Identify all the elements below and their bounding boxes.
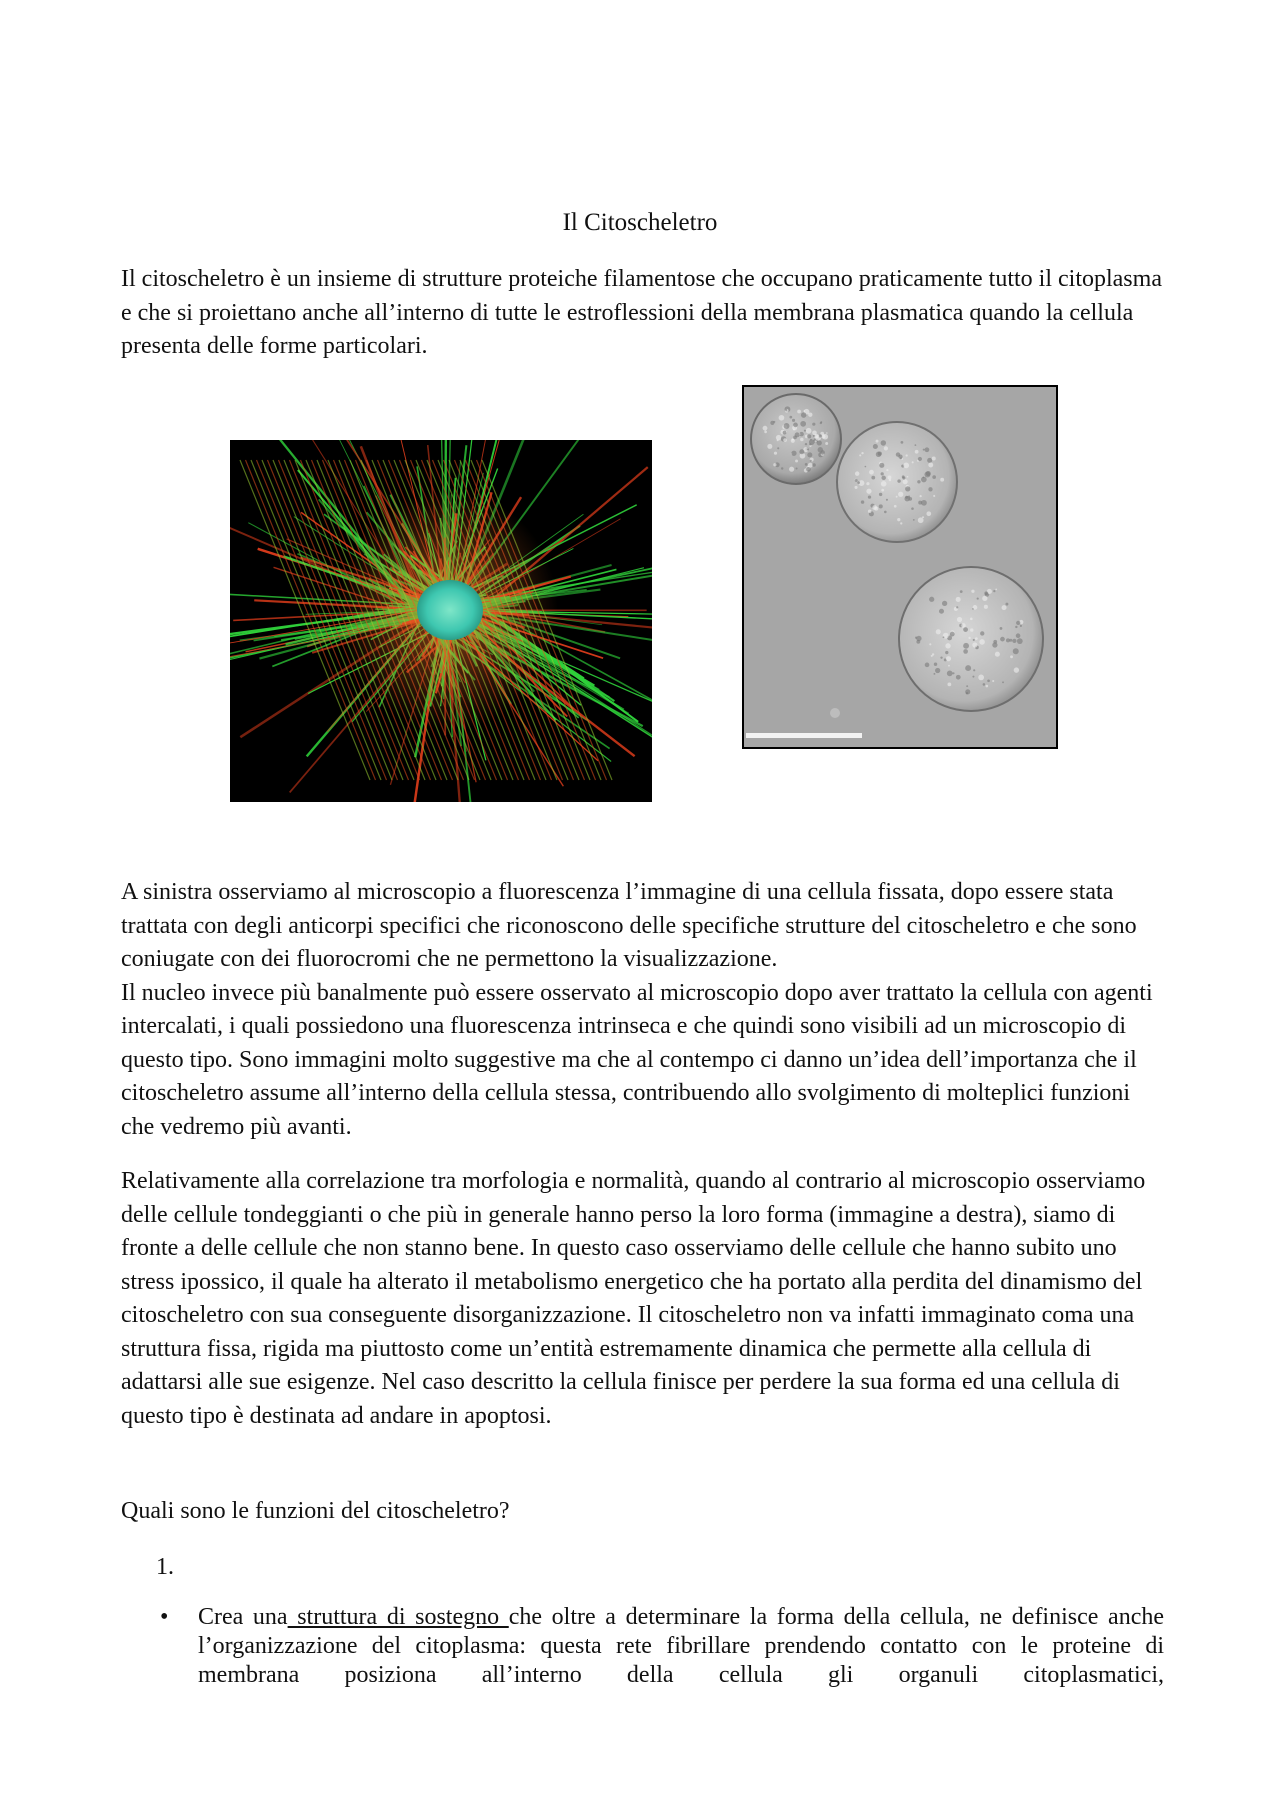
cell-speck [773,463,776,466]
cell-speck [781,467,783,469]
cell-speck [912,461,914,463]
cell-speck [878,451,882,455]
cell-speck [799,449,804,454]
cell-speck [913,519,915,521]
cell-speck [1020,625,1022,627]
cell-speck [822,434,828,440]
cell-speck [975,637,978,640]
cell-speck [982,596,987,601]
cell-speck [871,476,875,480]
cell-speck [804,430,806,432]
cell-speck [1006,638,1010,642]
cell-speck [963,649,968,654]
cell-speck [808,413,812,417]
cell-speck [807,452,812,457]
cell-speck [986,685,989,688]
cell-speck [767,444,772,449]
cell-speck [995,652,1000,657]
cell-speck [800,421,806,427]
cell-speck [773,421,775,423]
cell-speck [896,496,898,498]
nucleus-text: Il nucleo invece più banalmente può essere osservato al microscopio dopo aver trattato la cellula con agenti intercalati, i quali possiedono una fluorescenza intrinseca e che quindi sono visibili ad un microscopio di questo tipo. Sono immagini molto suggestive ma che al contempo ci danno un’idea dell’importanza che il citoscheletro assume all’interno della cellula stessa, contribuendo allo svolgimento di molteplici funzioni che vedremo più avanti. [121,979,1153,1140]
cell-speck [872,505,877,510]
cell-speck [820,450,825,455]
cell-speck [817,440,822,445]
cell-speck [897,518,900,521]
cell-speck [879,463,884,468]
cell-speck [764,431,767,434]
cell-speck [945,651,948,654]
nucleus-shape [417,580,483,640]
cell-speck [793,428,795,430]
cell-speck [905,454,907,456]
cell-speck [1010,655,1013,658]
cell-speck [789,467,794,472]
cell-speck [966,685,968,687]
cell-speck [971,590,974,593]
cell-speck [917,480,920,483]
cell-speck [960,590,963,593]
cell-speck [886,469,888,471]
cell-speck [886,499,888,501]
cell-speck [894,505,897,508]
bullet-suffix: che oltre a determinare la forma della cellula, ne definisce anche l’organizzazione del citoplasma: questa rete fibrillare prendendo contatto con le proteine di membrana posiziona all’interno della cellula gli organuli citoplasmatici, [198,1604,1164,1688]
cell-speck [963,643,969,649]
rounded-cells-image [742,385,1058,749]
fluorescence-cell-image [230,440,652,802]
intro-paragraph: Il citoscheletro è un insieme di strutture proteiche filamentose che occupano praticamente tutto il citoplasma e che si proiettano anche all’interno di tutte le estroflessioni della membrana plasmatica quando la cellula presenta delle forme particolari. [121,266,1162,359]
cell-speck [810,460,812,462]
cell-speck [984,605,988,609]
cell-speck [995,588,997,590]
cell-speck [940,657,942,659]
cell-speck [993,640,997,644]
cell-speck [943,636,945,638]
cell-speck [956,597,961,602]
cell-speck [812,430,817,435]
list-number: 1. [156,1554,174,1580]
cell-speck [868,510,872,513]
cell-speck [807,448,809,450]
cell-speck [970,628,973,631]
cell-speck [806,428,812,434]
cell-speck [783,431,787,435]
cell-speck [1012,639,1016,643]
morphology-paragraph: Relativamente alla correlazione tra morfologia e normalità, quando al contrario al microscopio osserviamo delle cellule tondeggianti o che più in generale hanno perso la loro forma (immagine a destra), siamo di fronte a delle cellule che non stanno bene. In questo caso osserviamo delle cellule che hanno subito uno stress ipossico, il quale ha alterato il metabolismo energetico che ha portato alla perdita del dinamismo del citoscheletro con sua conseguente disorganizzazione. Il citoscheletro non va infatti immaginato coma una struttura fissa, rigida ma piuttosto come un’entità estremamente dinamica che permette alla cellula di adattarsi alle sue esigenze. Nel caso descritto la cellula finisce per perdere la sua forma ed una cellula di questo tipo è destinata ad andare in apoptosi. [121,1168,1146,1429]
fluorescence-paragraph [121,876,1166,1144]
cell-speck [825,442,828,445]
cell-speck [784,423,790,429]
cell-speck [978,675,984,681]
cell-speck [763,426,768,431]
cell-speck [903,463,909,469]
cell-speck [859,454,861,456]
cell-speck [903,479,908,484]
cell-speck [939,609,944,614]
cell-speck [873,444,878,449]
cell-speck [932,456,936,460]
cell-speck [869,470,874,475]
cell-speck [812,423,815,426]
cell-speck [803,410,805,412]
cell-speck [993,590,995,592]
cell-speck [857,481,860,484]
cell-speck [884,511,887,514]
cell-speck [805,443,807,445]
cell-speck [926,471,931,476]
cell-speck [812,463,816,467]
cell-speck [792,419,795,422]
cell-speck [819,434,822,437]
cell-speck [915,444,917,446]
cell-speck [881,472,884,475]
cell-speck [927,458,932,463]
cell-speck [904,496,909,501]
cell-speck [785,409,787,411]
cell-speck [935,668,940,673]
cell-speck [929,597,934,602]
cell-speck [813,435,815,437]
cell-speck [861,500,864,503]
cell-speck [932,475,936,479]
cell-speck [907,476,909,478]
cell-speck [916,640,920,644]
cell-speck [965,689,970,694]
cell-speck [926,511,931,516]
cell-speck [774,452,777,455]
cell-speck [866,482,869,485]
cell-speck [963,627,968,632]
cell-speck [1005,603,1008,606]
cell-speck [992,680,994,682]
cell-speck [806,467,811,472]
cell-speck [947,683,951,687]
cell-speck [897,479,900,482]
cell-speck [947,670,953,676]
cell-speck [987,679,990,682]
bullet-prefix: Crea una [198,1604,288,1630]
page-title: Il Citoscheletro [562,209,718,236]
cell-speck [1002,681,1004,683]
cell-speck [855,471,859,475]
cell-speck [932,653,934,655]
cell-speck [1016,621,1020,625]
cell-speck [980,631,984,635]
cell-speck [1002,605,1007,610]
scale-bar [746,733,862,738]
cell-speck [789,416,792,419]
cell-speck [901,441,904,444]
cell-speck [970,618,973,621]
cell-speck [928,463,933,468]
cell-speck [957,617,962,622]
cell-speck [865,466,867,468]
cell-speck [915,637,917,639]
cell-speck [854,486,857,489]
cell-speck [868,495,871,498]
cell-speck [968,637,970,639]
functions-question: Quali sono le funzioni del citoscheletro? [121,1498,510,1524]
cell-speck [779,415,785,421]
cell-speck [879,493,882,496]
cell-speck [855,479,858,482]
cell-speck [776,435,781,440]
cell-speck [861,452,863,454]
cell-speck [952,672,954,674]
cell-speck [809,439,815,445]
cell-speck [898,492,903,497]
cell-speck [879,504,883,508]
cell-speck [911,507,914,510]
cell-speck [900,457,902,459]
cell-speck [923,449,925,451]
cell-speck [800,438,804,442]
cell-speck [805,463,808,466]
cell-speck [973,669,975,671]
cell-speck [797,410,801,414]
cell-speck [983,683,986,686]
cell-speck [921,500,927,506]
cell-speck [881,481,887,487]
cell-speck [965,665,971,671]
cell-speck [777,447,779,449]
cell-speck [1015,626,1017,628]
cell-speck [826,432,828,434]
cell-speck [956,675,961,680]
cell-speck [1000,637,1005,642]
cell-speck [918,457,922,461]
cell-speck [795,432,800,437]
cell-speck [1013,648,1019,654]
cell-speck [905,486,910,491]
cell-speck [973,639,975,641]
cell-speck [1000,627,1003,630]
fluorescence-text: A sinistra osserviamo al microscopio a fluorescenza l’immagine di una cellula fissata, dopo essere stata trattata con degli anticorpi specifici che riconoscono delle specifiche strutture del citoscheletro e che sono coniugate con dei fluorocromi che ne permettono la visualizzazione. [121,879,1137,972]
cell-speck [1016,633,1021,638]
cell-speck [925,663,930,668]
cell-speck [783,438,787,442]
cell-speck [902,475,905,478]
cell-speck [795,460,798,463]
cell-speck [934,673,936,675]
cell-speck [940,478,944,482]
cell-speck [777,439,779,441]
bullet-icon: • [160,1604,169,1630]
cell-top-right [837,422,957,542]
cell-speck [972,608,974,610]
cell-speck [945,643,950,648]
cell-speck [946,656,951,661]
cell-speck [942,601,947,606]
cell-speck [956,606,958,608]
cell-speck [915,450,919,454]
cell-top-left [751,394,841,484]
cell-speck [972,642,977,647]
cell-speck [866,489,871,494]
cell-speck [929,643,931,645]
cell-speck [936,629,941,634]
cell-speck [881,440,886,445]
cell-speck [933,495,935,497]
cell-speck [984,591,988,595]
cell-speck [972,676,974,678]
cell-speck [801,412,807,418]
cell-speck [881,489,884,492]
cell-speck [919,495,921,497]
cell-speck [961,623,966,628]
cell-speck [881,476,885,480]
cell-speck [896,452,900,456]
cell-speck [815,440,817,442]
cell-speck [900,522,902,524]
cell-speck [918,517,924,523]
cell-speck [884,446,888,450]
cell-speck [1014,667,1019,672]
cell-speck [791,451,796,456]
cell-speck [796,467,798,469]
cell-speck [925,447,930,452]
cell-speck [887,475,891,479]
bullet-text [198,1603,1164,1690]
cell-speck [876,440,879,443]
cell-speck [820,422,822,424]
cell-speck [979,639,985,645]
cell-speck [792,438,794,440]
cell-speck [1017,638,1023,644]
cell-speck [928,487,932,491]
cell-speck [793,423,798,428]
cell-speck [807,434,811,438]
cell-speck [934,663,937,666]
cell-speck [977,597,979,599]
cell-speck [922,476,924,478]
underlined-term: struttura di sostegno [287,1604,509,1630]
cell-speck [948,665,950,667]
